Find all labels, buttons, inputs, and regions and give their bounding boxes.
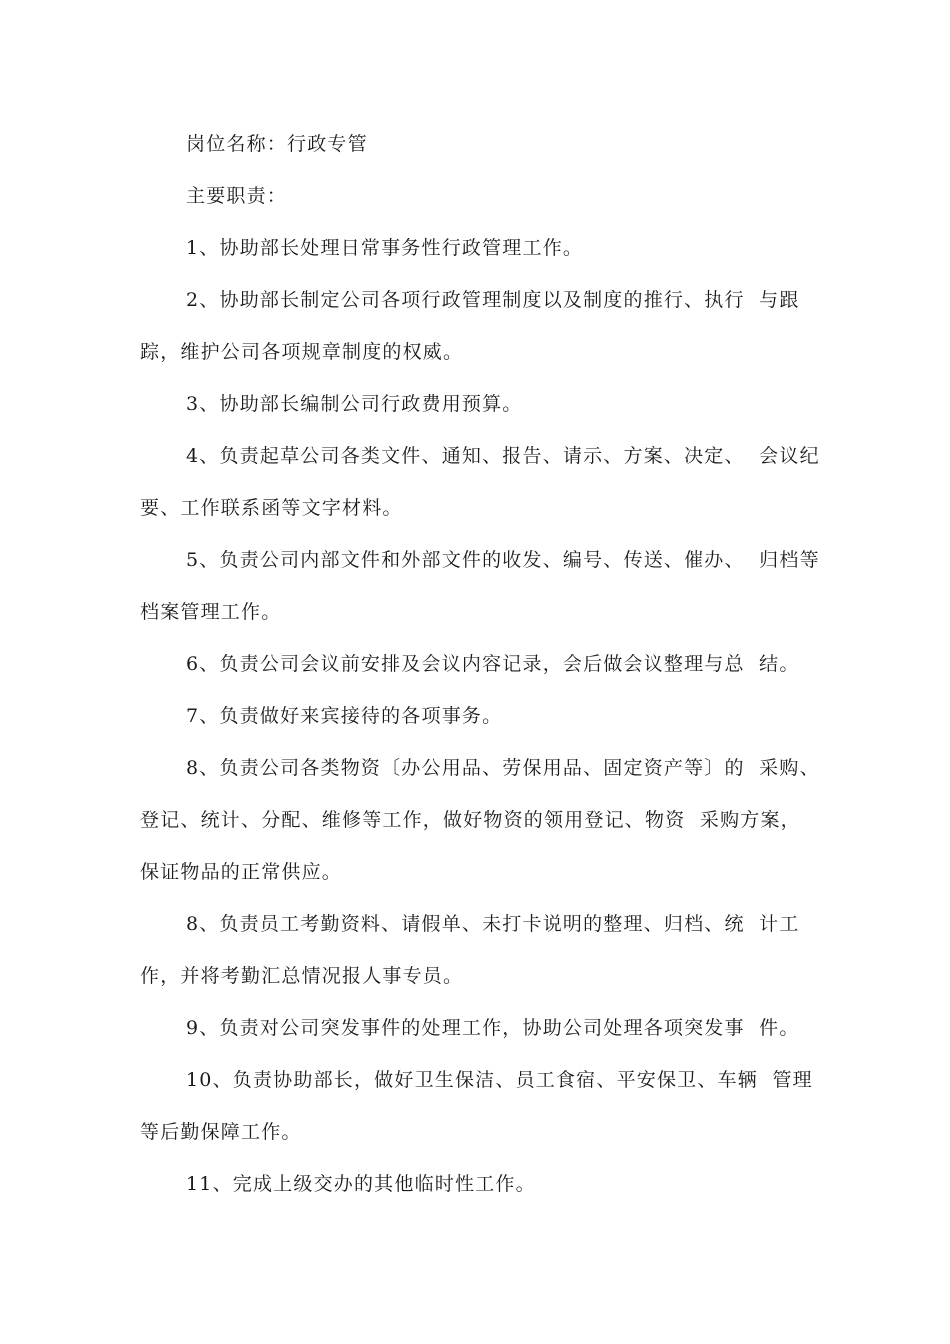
duty-item-8b — [140, 898, 816, 1002]
duty-line: 作，并将考勤汇总情况报人事专员。 — [140, 965, 464, 987]
duty-line: 1、协助部长处理日常事务性行政管理工作。 — [186, 237, 584, 259]
duty-item-5 — [140, 534, 820, 638]
duty-item-4 — [140, 430, 820, 534]
document-body — [140, 118, 820, 1210]
duty-line: 9、负责对公司突发事件的处理工作，协助公司处理各项突发事 件。 — [186, 1017, 800, 1039]
duty-item-9 — [140, 1002, 816, 1054]
duty-line: 踪，维护公司各项规章制度的权威。 — [140, 341, 464, 363]
duty-line: 登记、统计、分配、维修等工作，做好物资的领用登记、物资 采购方案， — [140, 809, 801, 831]
duty-line: 4、负责起草公司各类文件、通知、报告、请示、方案、决定、 会议纪 — [186, 445, 820, 467]
duty-line: 7、负责做好来宾接待的各项事务。 — [186, 705, 503, 727]
duty-item-2 — [140, 274, 816, 378]
duty-line: 6、负责公司会议前安排及会议内容记录，会后做会议整理与总 结。 — [186, 653, 800, 675]
duty-line: 8、负责公司各类物资〔办公用品、劳保用品、固定资产等〕的 采购、 — [186, 757, 820, 779]
duty-line: 2、协助部长制定公司各项行政管理制度以及制度的推行、执行 与跟 — [186, 289, 800, 311]
duty-line: 11、完成上级交办的其他临时性工作。 — [186, 1173, 536, 1195]
duty-item-7 — [140, 690, 816, 742]
duty-item-11 — [140, 1158, 816, 1210]
duty-line: 要、工作联系函等文字材料。 — [140, 497, 403, 519]
duty-line: 保证物品的正常供应。 — [140, 861, 343, 883]
duty-item-3 — [140, 378, 816, 430]
duty-line: 等后勤保障工作。 — [140, 1121, 302, 1143]
duties-heading: 主要职责： — [186, 185, 288, 207]
duty-item-8a — [140, 742, 820, 898]
duty-line: 8、负责员工考勤资料、请假单、未打卡说明的整理、归档、统 计工 — [186, 913, 800, 935]
duty-line: 档案管理工作。 — [140, 601, 282, 623]
duty-item-10 — [140, 1054, 816, 1158]
duty-line: 5、负责公司内部文件和外部文件的收发、编号、传送、催办、 归档等 — [186, 549, 820, 571]
duty-line: 10、负责协助部长，做好卫生保洁、员工食宿、平安保卫、车辆 管理 — [186, 1069, 813, 1091]
duty-line: 3、协助部长编制公司行政费用预算。 — [186, 393, 523, 415]
duty-item-6 — [140, 638, 816, 690]
duty-item-1 — [140, 222, 816, 274]
position-title: 岗位名称：行政专管 — [186, 133, 368, 155]
